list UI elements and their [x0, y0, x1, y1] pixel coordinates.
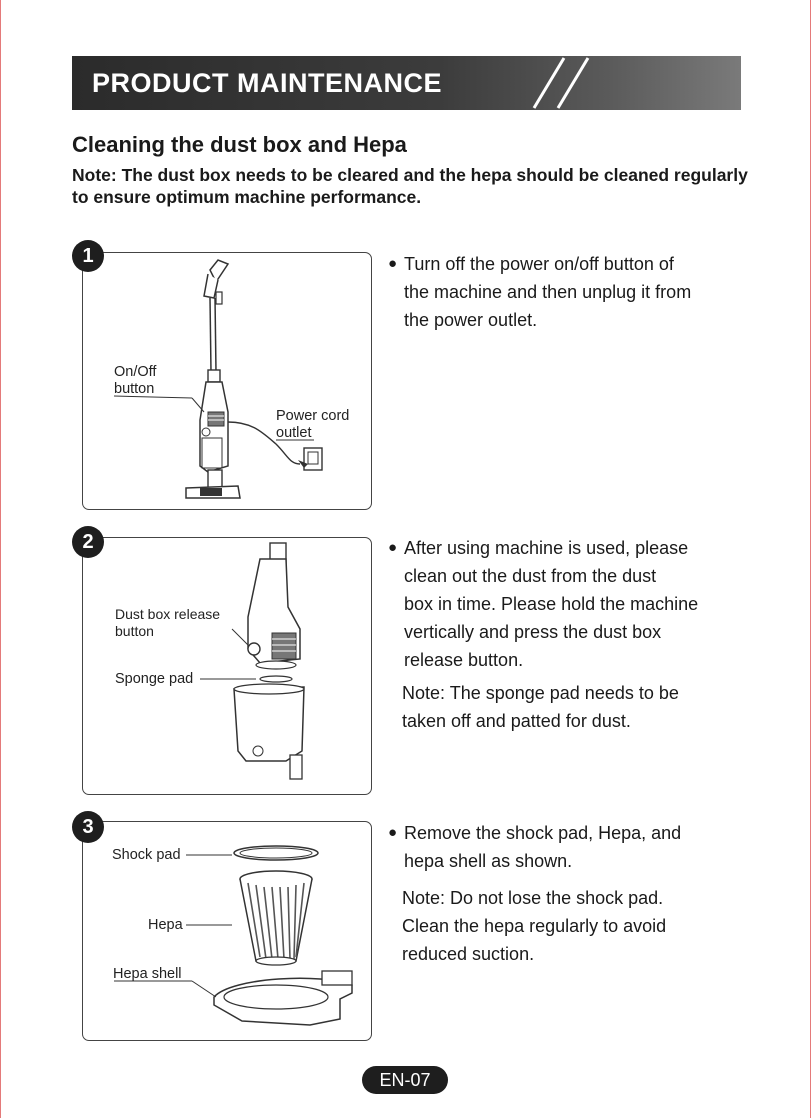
step-2-note-line: taken off and patted for dust. — [402, 711, 631, 731]
step-2-line: release button. — [404, 650, 524, 670]
power-cord-label-line2: outlet — [276, 425, 312, 441]
dust-box-release-label-line1: Dust box release — [115, 606, 221, 622]
on-off-label — [114, 364, 156, 398]
header-bar — [72, 56, 741, 110]
step-2-note — [402, 679, 742, 735]
step-3-instructions — [388, 819, 738, 875]
step-3-note-line: reduced suction. — [402, 944, 535, 964]
step-2-line: box in time. Please hold the machine — [404, 594, 699, 614]
dust-box-release-label — [115, 606, 220, 640]
step-2-number: 2 — [72, 526, 104, 558]
step-1-line: the power outlet. — [404, 310, 538, 330]
step-1-instructions — [388, 250, 738, 334]
page-title: PRODUCT MAINTENANCE — [92, 68, 442, 98]
step-2-instructions — [388, 534, 738, 674]
step-2-line: vertically and press the dust box — [404, 622, 662, 642]
page-number-badge: EN-07 — [362, 1066, 448, 1094]
step-3-note-line: Note: Do not lose the shock pad. — [402, 888, 664, 908]
power-cord-label-line1: Power cord — [276, 408, 350, 424]
step-3-note-line: Clean the hepa regularly to avoid — [402, 916, 667, 936]
bullet-icon: ● — [388, 824, 398, 841]
step-3-line: hepa shell as shown. — [404, 851, 573, 871]
step-2-note-line: Note: The sponge pad needs to be — [402, 683, 679, 703]
on-off-label-line1: On/Off — [114, 364, 157, 380]
section-note: Note: The dust box needs to be cleared and the hepa should be cleaned regularly to ensure optimum machine performance. — [72, 165, 748, 207]
sponge-pad-label: Sponge pad — [115, 671, 194, 687]
bullet-icon: ● — [388, 255, 398, 272]
page-edge-left — [0, 0, 1, 1118]
step-2-line: After using machine is used, please — [404, 538, 689, 558]
step-3-number: 3 — [72, 811, 104, 843]
step-1-line: Turn off the power on/off button of — [404, 254, 674, 274]
step-1-line: the machine and then unplug it from — [404, 282, 692, 302]
dust-box-release-label-line2: button — [115, 623, 154, 639]
dust-box-illustration-icon — [82, 537, 372, 793]
section-title: Cleaning the dust box and Hepa — [72, 132, 407, 157]
slash-decoration-icon — [528, 56, 608, 110]
step-1-number: 1 — [72, 240, 104, 272]
step-2-line: clean out the dust from the dust — [404, 566, 657, 586]
hepa-label: Hepa — [148, 917, 183, 933]
hepa-shell-label: Hepa shell — [113, 966, 182, 982]
shock-pad-label: Shock pad — [112, 847, 181, 863]
step-1-bullet — [388, 250, 738, 334]
step-3-note — [402, 884, 742, 968]
bullet-icon: ● — [388, 539, 398, 556]
power-cord-label — [276, 408, 349, 442]
on-off-label-line2: button — [114, 381, 155, 397]
step-3-line: Remove the shock pad, Hepa, and — [404, 823, 682, 843]
step-2-bullet — [388, 534, 738, 674]
step-3-bullet — [388, 819, 738, 875]
